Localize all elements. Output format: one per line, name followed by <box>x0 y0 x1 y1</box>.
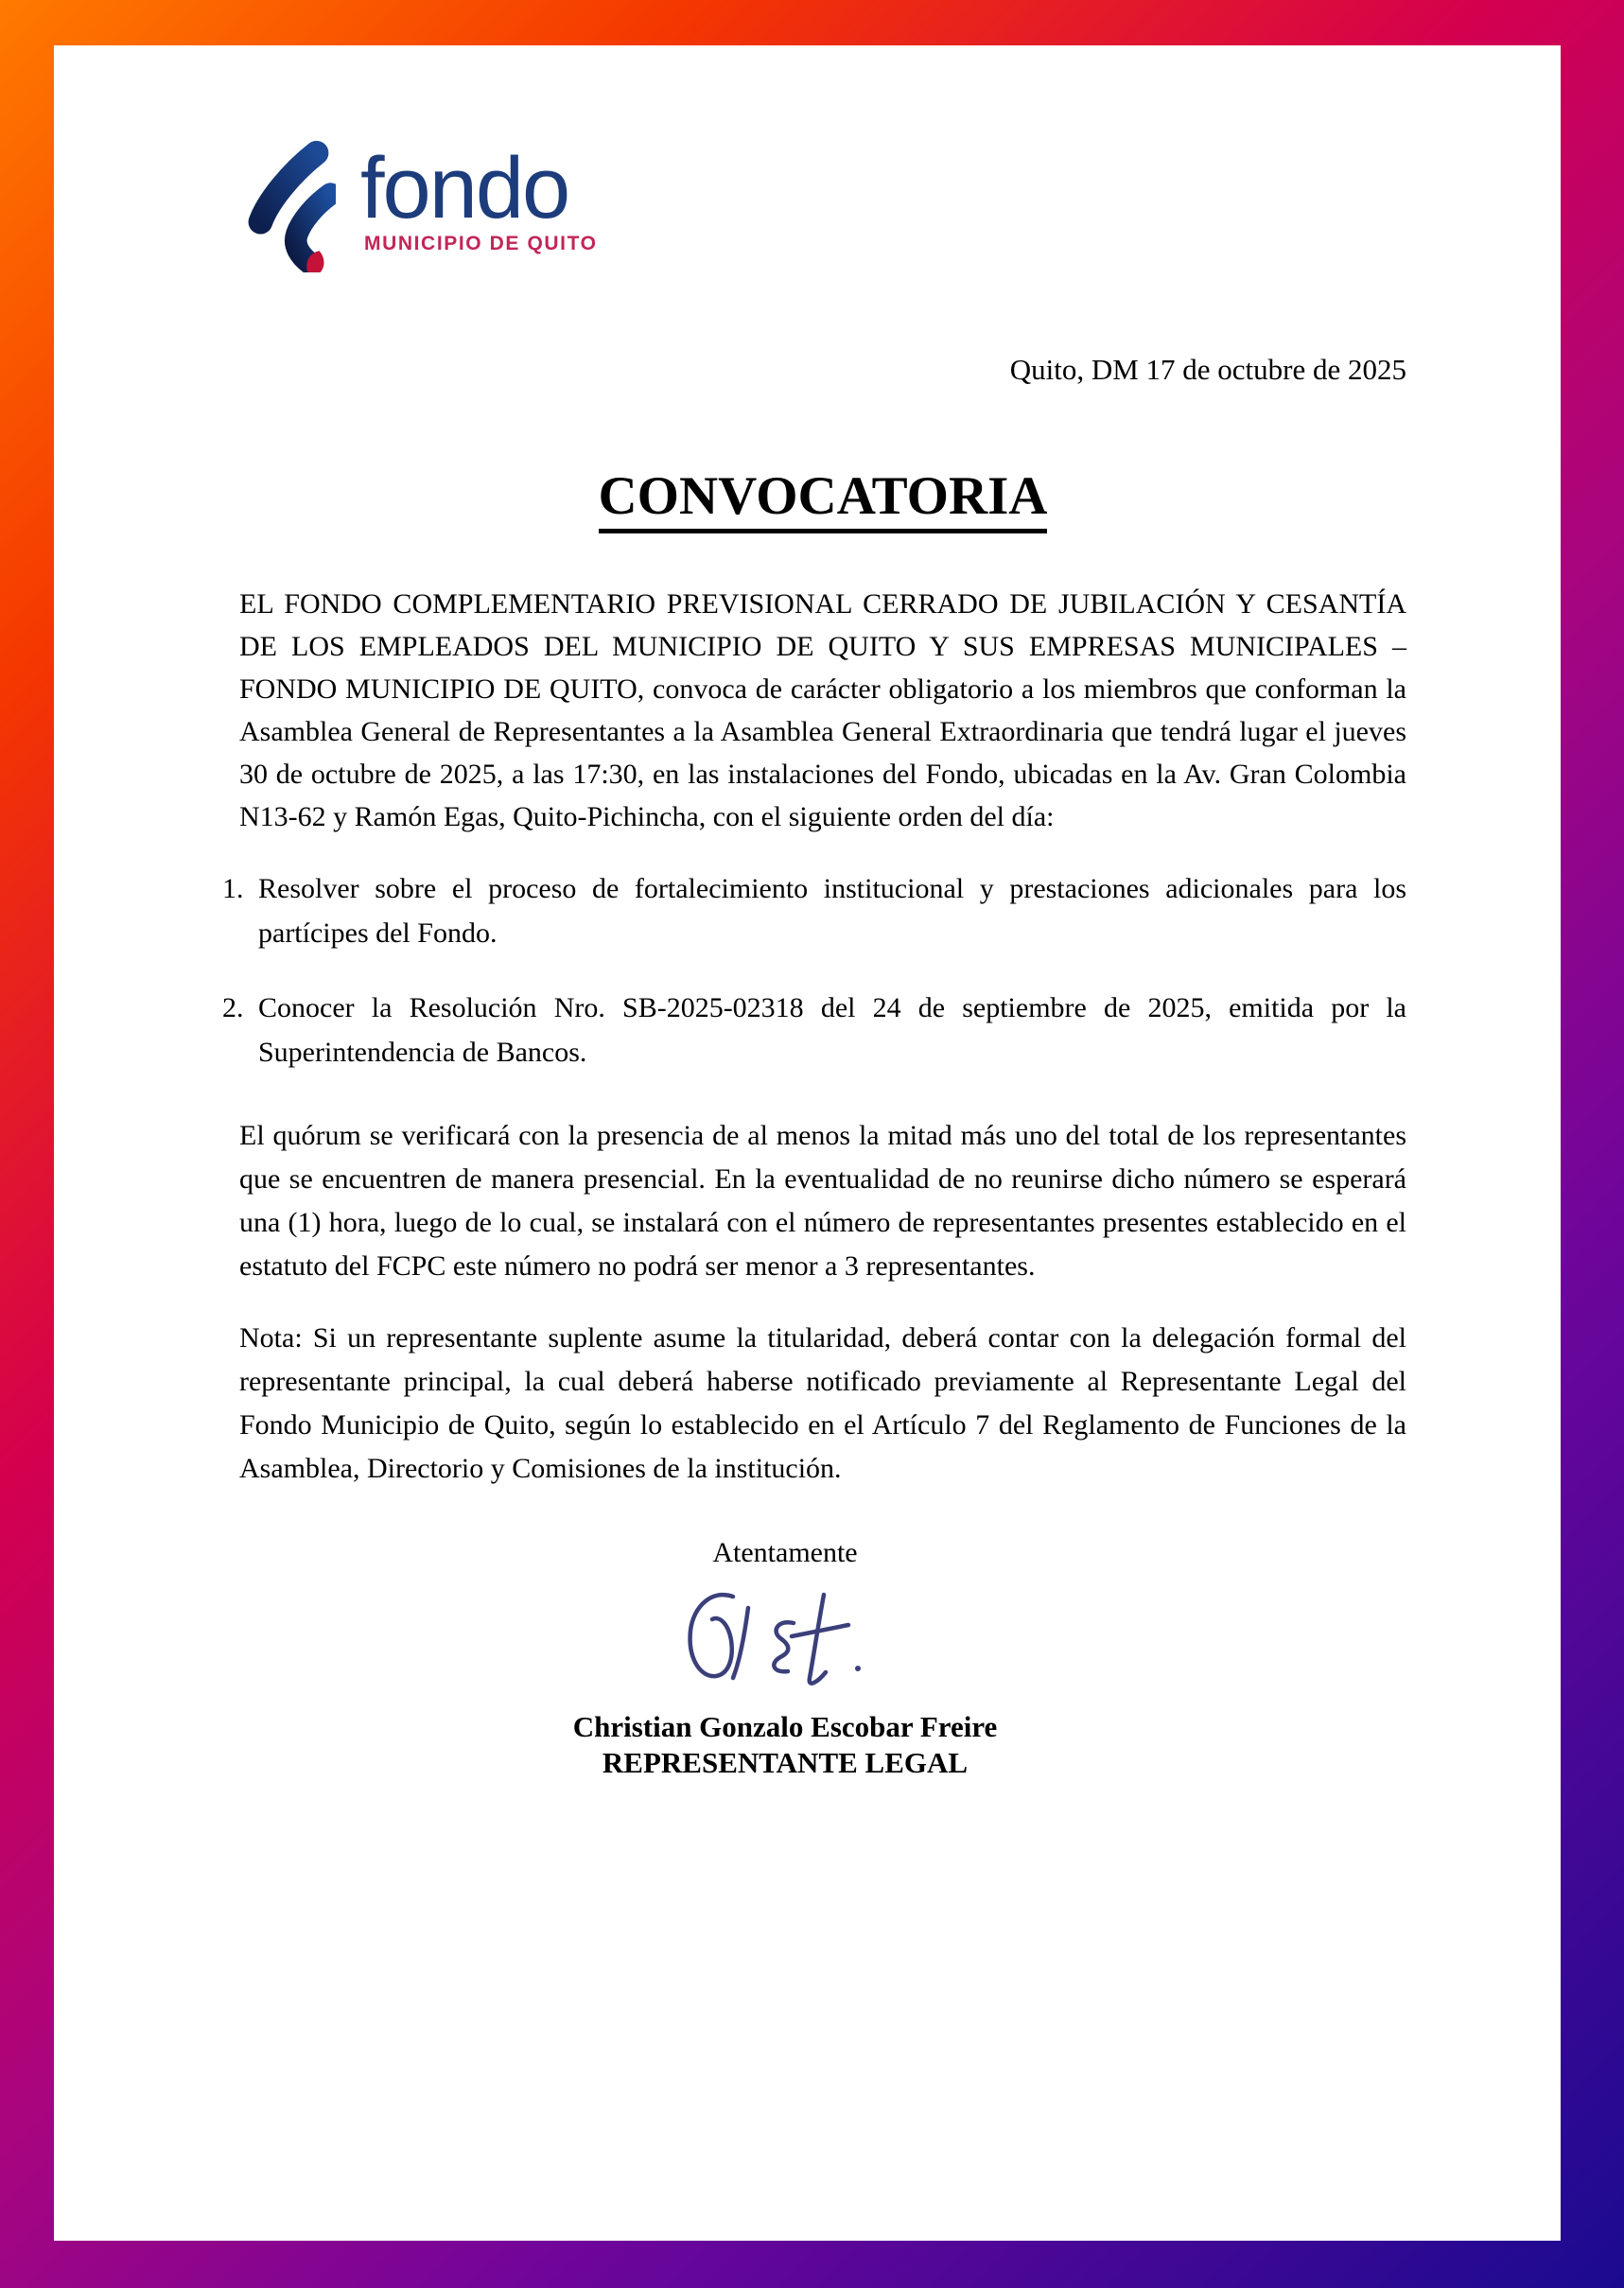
agenda-list <box>222 866 1406 1074</box>
agenda-item-1-text: Resolver sobre el proceso de fortalecimiento institucional y prestaciones adicionales para los partícipes del Fondo. <box>258 873 1406 949</box>
closing-word: Atentamente <box>712 1537 858 1568</box>
closing-block <box>239 1534 1331 1781</box>
logo-brand-name: fondo <box>360 139 569 236</box>
fondo-logo-text <box>360 139 598 256</box>
signer-title: REPRESENTANTE LEGAL <box>602 1746 969 1779</box>
document-page <box>54 45 1561 2241</box>
agenda-item-2 <box>222 986 1406 1074</box>
letter-date: Quito, DM 17 de octubre de 2025 <box>1009 353 1406 386</box>
letter-title <box>239 466 1406 533</box>
fondo-logo-leaf-icon <box>241 132 336 272</box>
agenda-item-2-number: 2. <box>222 992 244 1023</box>
note-paragraph: Nota: Si un representante suplente asume la titularidad, deberá contar con la delegación formal del representante principal, la cual deberá haberse notificado previamente al Representante Legal del Fondo Municipio de Quito, según lo establecido en el Artículo 7 del Reglamento de Funciones de la Asamblea, Directorio y Comisiones de la institución. <box>239 1322 1406 1484</box>
letter-content <box>54 45 1561 1781</box>
signature-image <box>239 1581 1331 1707</box>
agenda-item-2-text: Conocer la Resolución Nro. SB-2025-02318 del 24 de septiembre de 2025, emitida por la Superintendencia de Bancos. <box>258 992 1406 1068</box>
intro-paragraph: EL FONDO COMPLEMENTARIO PREVISIONAL CERRADO DE JUBILACIÓN Y CESANTÍA DE LOS EMPLEADOS DEL MUNICIPIO DE QUITO Y SUS EMPRESAS MUNICIPALES – FONDO MUNICIPIO DE QUITO, convoca de carácter obligatorio a los miembros que conforman la Asamblea General de Representantes a la Asamblea General Extraordinaria que tendrá lugar el jueves 30 de octubre de 2025, a las 17:30, en las instalaciones del Fondo, ubicadas en la Av. Gran Colombia N13-62 y Ramón Egas, Quito-Pichincha, con el siguiente orden del día: <box>239 588 1406 832</box>
signer-name: Christian Gonzalo Escobar Freire <box>572 1710 998 1743</box>
letter-title-text: CONVOCATORIA <box>599 469 1048 533</box>
logo-subtitle: MUNICIPIO DE QUITO <box>364 233 598 255</box>
fondo-logo <box>241 132 1406 272</box>
quorum-paragraph: El quórum se verificará con la presencia de al menos la mitad más uno del total de los representantes que se encuentren de manera presencial. En la eventualidad de no reunirse dicho número se esperará una (1) hora, luego de lo cual, se instalará con el número de representantes presentes establecido en el estatuto del FCPC este número no podrá ser menor a 3 representantes. <box>239 1120 1406 1282</box>
agenda-item-1 <box>222 866 1406 955</box>
agenda-item-1-number: 1. <box>222 873 244 904</box>
